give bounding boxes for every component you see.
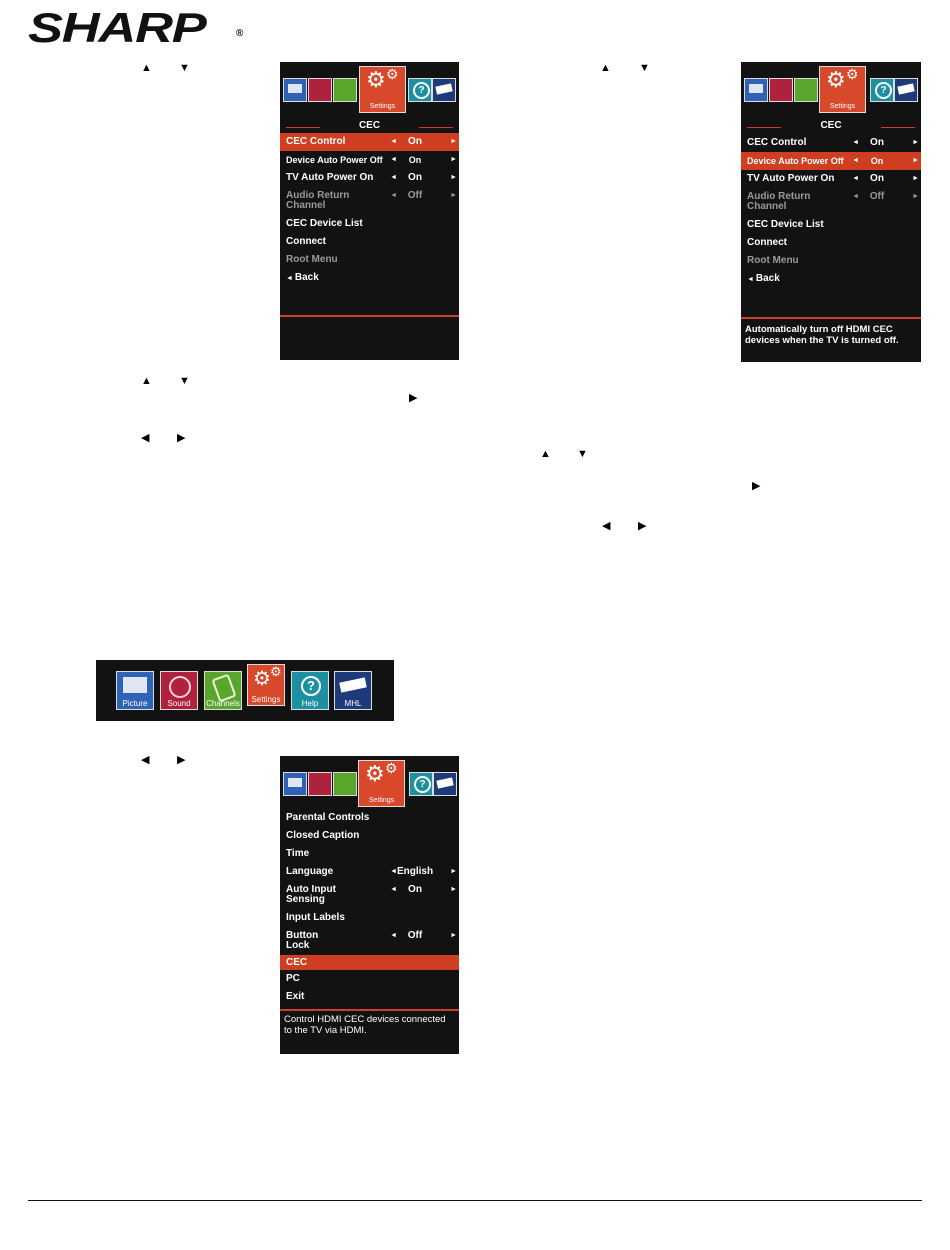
sound-tab[interactable] (160, 671, 198, 710)
right-arrow-icon[interactable]: ► (450, 174, 457, 181)
help-tab-label: Help (301, 699, 319, 708)
mhl-tab[interactable] (432, 78, 456, 102)
row-value: On (408, 884, 422, 895)
mhl-cable-icon (435, 83, 452, 94)
right-arrow-icon[interactable]: ► (450, 192, 457, 199)
right-arrow-icon: ▶ (752, 480, 761, 492)
settings-tab[interactable] (359, 66, 406, 113)
menu-row-tv-auto-power-on[interactable] (280, 169, 459, 187)
help-tab[interactable] (408, 78, 432, 102)
menu-row-back[interactable] (280, 269, 459, 287)
row-label: Exit (286, 991, 305, 1002)
row-label: Audio Return Channel (286, 190, 350, 211)
row-label: TV Auto Power On (286, 172, 374, 183)
mhl-cable-icon (897, 83, 914, 94)
row-label: TV Auto Power On (747, 173, 835, 184)
menu-section-title: CEC (741, 120, 921, 134)
menu-row-cec-control[interactable] (741, 134, 921, 152)
menu-row-auto-input-sensing[interactable] (280, 881, 459, 909)
row-label: Time (286, 848, 310, 859)
menu-row-device-auto-power-off[interactable] (741, 152, 921, 170)
channels-tab[interactable] (333, 78, 357, 102)
sound-tab[interactable] (308, 78, 332, 102)
row-label: CEC Control (286, 136, 346, 147)
settings-tab[interactable] (358, 760, 405, 807)
gear-icon: ⚙ (386, 66, 399, 82)
menu-tab-bar (741, 62, 921, 122)
sound-tab-label: Sound (167, 699, 191, 708)
right-arrow-icon[interactable]: ► (450, 932, 457, 939)
row-label: PC (286, 973, 300, 984)
sound-tab[interactable] (308, 772, 332, 796)
row-label: CEC Device List (286, 218, 363, 229)
down-arrow-icon: ▼ (577, 448, 588, 460)
left-arrow-icon[interactable]: ◄ (390, 138, 397, 145)
left-arrow-icon: ◀ (141, 754, 150, 766)
menu-tab-bar (280, 756, 459, 816)
registered-mark: ® (236, 28, 244, 39)
help-tab[interactable] (409, 772, 433, 796)
row-label: CEC Device List (747, 219, 824, 230)
up-arrow-icon: ▲ (540, 448, 551, 460)
row-value: Off (407, 930, 423, 941)
left-arrow-icon[interactable]: ◄ (390, 192, 397, 199)
tv-screen-icon (123, 677, 147, 693)
row-label: Input Labels (286, 912, 345, 923)
row-label: Button Lock (286, 930, 319, 951)
mhl-cable-icon (436, 777, 453, 788)
right-arrow-icon[interactable]: ► (450, 138, 457, 145)
right-arrow-icon[interactable]: ► (912, 139, 919, 146)
speaker-icon (169, 676, 191, 698)
menu-row-cec-control[interactable] (280, 133, 459, 151)
row-label: Auto Input Sensing (286, 884, 336, 905)
settings-menu-panel (280, 756, 459, 1054)
picture-tab-label: Picture (122, 699, 148, 708)
menu-row-cec[interactable] (280, 955, 459, 970)
menu-row-tv-auto-power-on[interactable] (741, 170, 921, 188)
menu-row-time[interactable] (280, 845, 459, 863)
row-value: On (408, 172, 422, 183)
hint-divider (280, 315, 459, 317)
question-icon: ? (413, 82, 430, 99)
row-label: Connect (747, 237, 787, 248)
picture-tab[interactable] (283, 78, 307, 102)
gear-icon: ⚙ (365, 761, 385, 786)
right-arrow-icon[interactable]: ► (912, 193, 919, 200)
right-arrow-icon: ▶ (177, 754, 186, 766)
tv-screen-icon (749, 84, 763, 93)
row-label: Audio Return Channel (747, 191, 811, 212)
gear-icon: ⚙ (270, 664, 282, 679)
row-value: Off (407, 190, 423, 201)
menu-section-title: CEC (280, 120, 459, 134)
row-label: Root Menu (747, 255, 799, 266)
settings-options-list (280, 809, 459, 1006)
cec-menu-panel-2 (741, 62, 921, 362)
gear-icon: ⚙ (826, 67, 846, 92)
hint-divider (280, 1009, 459, 1011)
right-arrow-icon[interactable]: ► (912, 175, 919, 182)
menu-row-button-lock[interactable] (280, 927, 459, 955)
right-arrow-icon[interactable]: ► (912, 157, 919, 164)
left-arrow-icon[interactable]: ◄ (390, 156, 397, 163)
left-arrow-icon[interactable]: ◄ (852, 157, 859, 164)
right-arrow-icon: ▶ (638, 520, 647, 532)
right-arrow-icon[interactable]: ► (450, 868, 457, 875)
row-label: CEC Control (747, 137, 807, 148)
menu-hint-text: Control HDMI CEC devices connected to the TV via HDMI. (284, 1014, 446, 1036)
row-label: Device Auto Power Off (747, 156, 844, 166)
menu-row-input-labels[interactable] (280, 909, 459, 927)
cec-options-list (280, 133, 459, 287)
row-label: Parental Controls (286, 812, 370, 823)
menu-row-root-menu[interactable] (280, 251, 459, 269)
main-menu-bar (96, 660, 394, 721)
right-arrow-icon: ▶ (409, 392, 418, 404)
menu-row-cec-device-list[interactable] (280, 215, 459, 233)
channels-tab-label: Channels (206, 699, 240, 708)
left-arrow-icon[interactable]: ◄ (852, 193, 859, 200)
menu-row-language[interactable] (280, 863, 459, 881)
left-arrow-icon[interactable]: ◄ (390, 932, 397, 939)
row-label: Device Auto Power Off (286, 155, 383, 165)
channels-tab[interactable] (794, 78, 818, 102)
sound-tab[interactable] (769, 78, 793, 102)
help-tab[interactable] (870, 78, 894, 102)
left-arrow-icon[interactable]: ◄ (852, 175, 859, 182)
row-value: Off (869, 191, 885, 202)
down-arrow-icon: ▼ (639, 62, 650, 74)
picture-tab[interactable] (744, 78, 768, 102)
up-arrow-icon: ▲ (600, 62, 611, 74)
row-value: English (396, 866, 434, 877)
row-label: Closed Caption (286, 830, 360, 841)
menu-row-connect[interactable] (280, 233, 459, 251)
menu-row-closed-caption[interactable] (280, 827, 459, 845)
row-value: On (870, 156, 884, 166)
right-arrow-icon: ▶ (177, 432, 186, 444)
picture-tab[interactable] (283, 772, 307, 796)
menu-row-back[interactable] (741, 270, 921, 288)
left-arrow-icon: ◀ (602, 520, 611, 532)
menu-hint-text: Automatically turn off HDMI CEC devices when the TV is turned off. (745, 324, 899, 346)
right-arrow-icon[interactable]: ► (450, 886, 457, 893)
menu-row-audio-return-channel[interactable] (280, 187, 459, 215)
menu-row-pc[interactable] (280, 970, 459, 988)
mhl-tab[interactable] (433, 772, 457, 796)
gear-icon: ⚙ (385, 760, 398, 776)
gear-icon: ⚙ (253, 668, 271, 690)
hint-divider (741, 317, 921, 319)
channels-tab[interactable] (333, 772, 357, 796)
row-value: On (408, 136, 422, 147)
menu-row-device-auto-power-off[interactable] (280, 151, 459, 169)
row-label: Connect (286, 236, 326, 247)
help-tab[interactable] (291, 671, 329, 710)
left-arrow-icon[interactable]: ◄ (852, 139, 859, 146)
settings-tab-label: Settings (829, 103, 856, 110)
mhl-tab-label: MHL (344, 699, 362, 708)
row-label: Back (294, 272, 319, 283)
menu-tab-bar (280, 62, 459, 122)
mhl-tab[interactable] (894, 78, 918, 102)
settings-tab[interactable] (247, 664, 285, 706)
question-icon: ? (875, 82, 892, 99)
row-value: On (408, 155, 422, 165)
settings-tab-label: Settings (368, 797, 395, 804)
gear-icon: ⚙ (846, 66, 859, 82)
menu-row-root-menu[interactable] (741, 252, 921, 270)
channels-tab[interactable] (204, 671, 242, 710)
menu-row-parental-controls[interactable] (280, 809, 459, 827)
down-arrow-icon: ▼ (179, 62, 190, 74)
row-label: Back (755, 273, 780, 284)
menu-row-exit[interactable] (280, 988, 459, 1006)
left-arrow-icon[interactable]: ◄ (390, 886, 397, 893)
left-arrow-icon: ◀ (141, 432, 150, 444)
up-arrow-icon: ▲ (141, 375, 152, 387)
row-value: On (870, 173, 884, 184)
settings-tab[interactable] (819, 66, 866, 113)
row-label: Root Menu (286, 254, 338, 265)
question-icon: ? (414, 776, 431, 793)
sharp-logo: SHARP (28, 4, 206, 51)
mhl-tab[interactable] (334, 671, 372, 710)
tv-screen-icon (288, 84, 302, 93)
picture-tab[interactable] (116, 671, 154, 710)
question-icon: ? (301, 676, 321, 696)
row-label: Language (286, 866, 334, 877)
menu-row-audio-return-channel[interactable] (741, 188, 921, 216)
settings-tab-label: Settings (251, 695, 281, 704)
row-value: On (870, 137, 884, 148)
menu-row-cec-device-list[interactable] (741, 216, 921, 234)
left-arrow-icon[interactable]: ◄ (390, 868, 397, 875)
gear-icon: ⚙ (366, 67, 386, 92)
mhl-cable-icon (339, 677, 367, 692)
cec-menu-panel (280, 62, 459, 360)
back-arrow-icon: ◄ (286, 275, 295, 282)
right-arrow-icon[interactable]: ► (450, 156, 457, 163)
cec-options-list (741, 134, 921, 288)
footer-rule (72, 1200, 922, 1201)
menu-row-connect[interactable] (741, 234, 921, 252)
back-arrow-icon: ◄ (747, 276, 756, 283)
left-arrow-icon[interactable]: ◄ (390, 174, 397, 181)
row-label: CEC (286, 957, 308, 968)
settings-tab-label: Settings (369, 103, 396, 110)
tv-screen-icon (288, 778, 302, 787)
down-arrow-icon: ▼ (179, 375, 190, 387)
up-arrow-icon: ▲ (141, 62, 152, 74)
footer-rule (28, 1200, 72, 1201)
